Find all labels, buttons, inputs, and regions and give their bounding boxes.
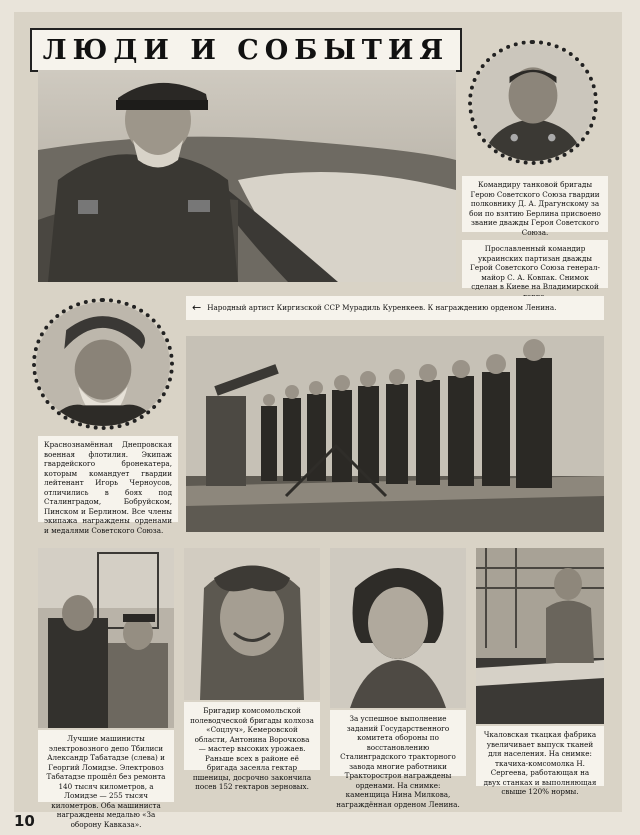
caption-dnieper: Краснознамённая Днепровская военная флотилия. Экипаж гвардейского бронекатера, которым командует гвардии лейтенант Игорь Черноусов, отличились в боях под Сталинградом, Бобруйском, Пинском и Берлином. Все члены экипажа награждены орденами и медалями Советского Союза.: [38, 436, 178, 522]
caption-brigade: Бригадир комсомольской полеводческой бригады колхоза «Соцлуч», Кемеровской области, Антонина Ворочкова — мастер высоких урожаев. Раньше всех в районе её бригада засеяла гектар пшеницы, досрочно закончила посев 152 гектаров зерновых.: [184, 702, 320, 770]
caption-kurenkeev: Народный артист Киргизской ССР Мурадиль Куренкеев. К награждению орденом Ленина.: [207, 303, 557, 313]
page-number: 10: [14, 812, 35, 830]
photo-mason: [330, 548, 466, 708]
photo-brigade-leader: [184, 548, 320, 700]
caption-kurenkeev-bar: [186, 296, 604, 320]
arrow-left-icon: ←: [192, 301, 202, 315]
photo-locomotive-drivers: [38, 548, 174, 728]
caption-kovpak: Прославленный командир украинских партизан дважды Герой Советского Союза генерал-майор С. А. Ковпак. Снимок сделан в Киеве на Владимирской: [462, 240, 608, 288]
photo-general-river: [38, 70, 456, 282]
photo-weaver: [476, 548, 604, 724]
portrait-kurenkeev: [32, 298, 174, 430]
caption-weaver: Чкаловская ткацкая фабрика увеличивает выпуск тканей для населения. На снимке: ткачиха-комсомолка Н. Сергеева, работающая на двух станках и выполняющая свыше 120% нормы.: [476, 726, 604, 786]
caption-dragunsky: Командиру танковой бригады Герою Советского Союза гвардии полковнику Д. А. Драгунскому за бои по взятию Берлина присвоено звание дважды Героя Советского Союза.: [462, 176, 608, 232]
page-title: ЛЮДИ И СОБЫТИЯ: [42, 34, 450, 66]
header-banner: [30, 28, 462, 72]
caption-tbilisi: Лучшие машинисты электровозного депо Тбилиси Александр Табатадзе (слева) и Георгий Ломидзе. Электровоз Табатадзе прошёл без ремонта 140 тысяч километров, а Ломидзе — 255 тысяч километров. Оба машиниста награждены медалью «За оборону Кавказа».: [38, 730, 174, 802]
caption-factory: За успешное выполнение заданий Государственного комитета обороны по восстановлению Сталинградского тракторного завода многие работники Тракторостроя награждены орденами. На снимке: каменщица Нина Милкова, награждённая орденом Ленина.: [330, 710, 466, 776]
portrait-dragunsky: [468, 40, 598, 165]
photo-navy-crew: [186, 336, 604, 532]
